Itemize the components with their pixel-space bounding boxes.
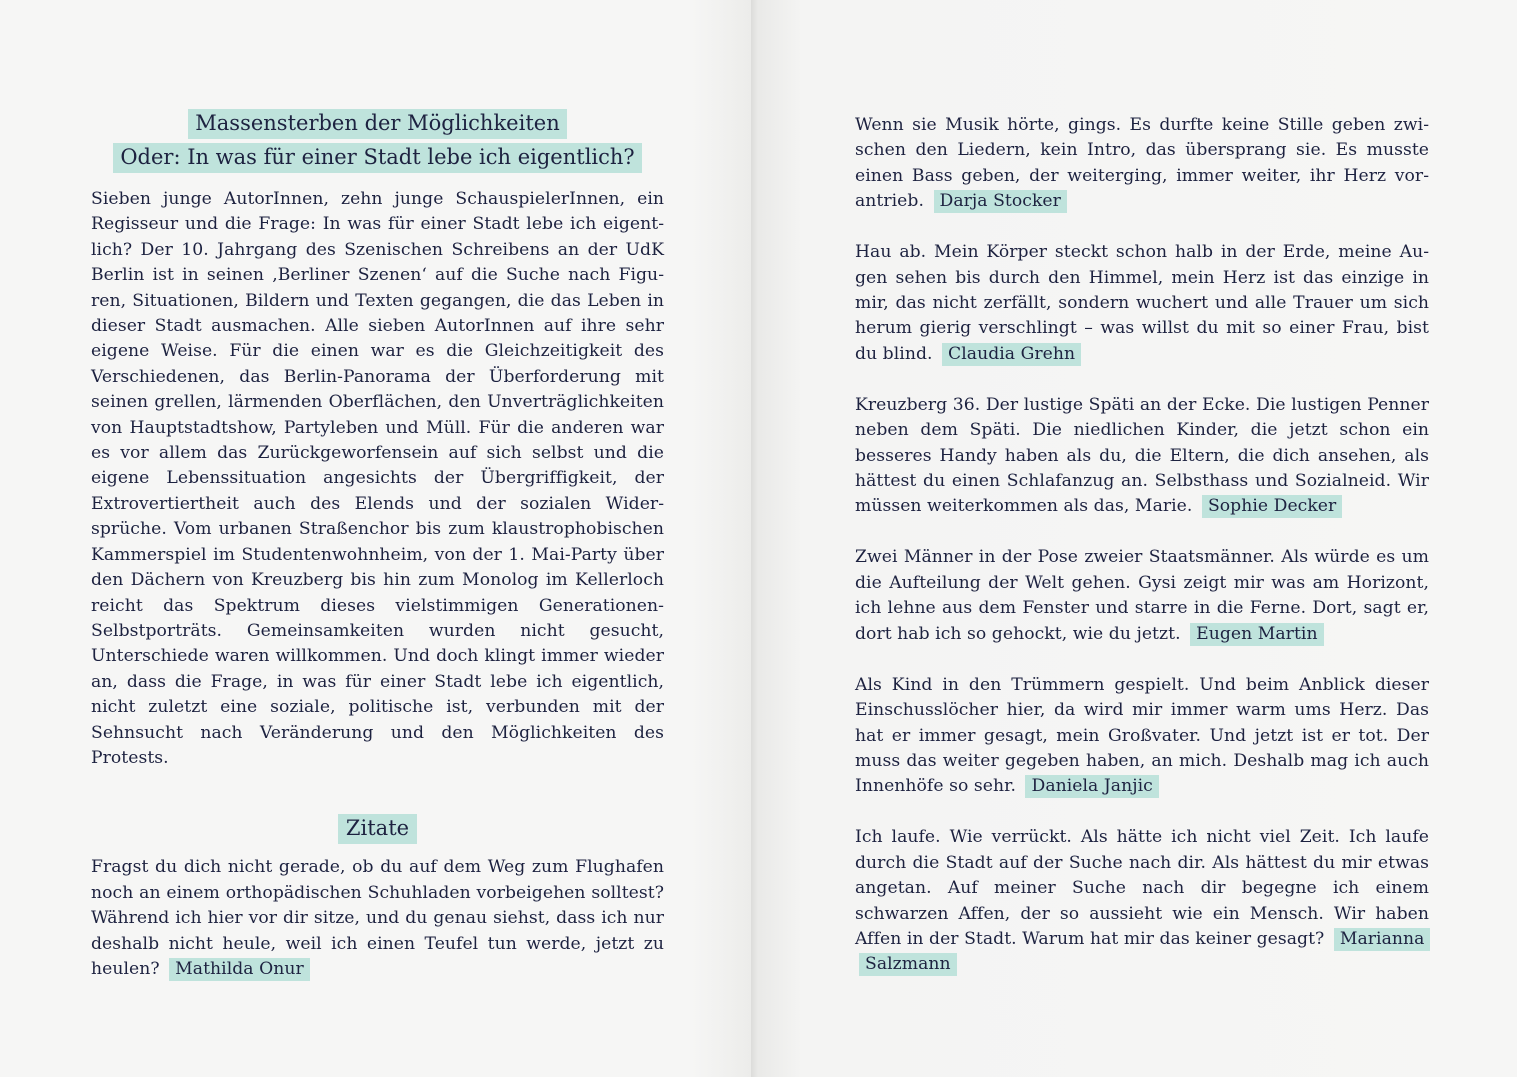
section-title-label: Zitate bbox=[338, 814, 417, 844]
right-column bbox=[855, 113, 1429, 1003]
book-gutter bbox=[751, 0, 757, 1077]
quote-text: Kreuzberg 36. Der lustige Späti an der Ecke. Die lustigen Penner neben dem Späti. Die niedlichen Kinder, die jetzt schon ein besseres Handy haben als du, die Eltern, die dich ansehen, als hättest du einen Schlafanzug an. Selbsthass und Sozialneid. Wir müssen weiterkommen als das, Marie. bbox=[855, 394, 1429, 517]
quote-author: Mathilda Onur bbox=[169, 958, 310, 981]
quote-block bbox=[855, 240, 1429, 367]
heading-line-1: Massensterben der Möglichkeiten bbox=[188, 109, 566, 139]
intro-paragraph: Sieben junge AutorInnen, zehn junge SchauspielerInnen, ein Regisseur und die Frage: In was für einer Stadt lebe ich eigentlich? Der 10. Jahrgang des Szenischen Schreibens an der UdK Berlin ist in seinen ‚Berliner Szenen‘ auf die Suche nach Figuren, Situationen, Bildern und Texten gegangen, die das Leben in dieser Stadt ausmachen. Alle sieben AutorInnen auf ihre sehr eigene Weise. Für die einen war es die Gleichzeitigkeit des Verschiedenen, das Berlin-Panorama der Überforderung mit seinen grellen, lärmenden Oberflächen, den Unverträglichkeiten von Hauptstadtshow, Partyleben und Müll. Für die anderen war es vor allem das Zurückgeworfensein auf sich selbst und die eigene Lebenssituation angesichts der Übergriffigkeit, der Extrovertiertheit auch des Elends und der sozialen Widersprüche. Vom urbanen Straßenchor bis zum klaustrophobischen Kammerspiel im Studentenwohnheim, von der 1. Mai-Party über den Dächern von Kreuzberg bis hin zum Monolog im Kellerloch reicht das Spektrum dieses vielstimmigen Generationen-Selbstporträts. Gemeinsamkeiten wurden nicht gesucht, Unterschiede waren willkommen. Und doch klingt immer wieder an, dass die Frage, in was für einer Stadt lebe ich eigentlich, nicht zuletzt eine soziale, politische ist, verbunden mit der Sehnsucht nach Veränderung und den Möglichkeiten des Protests. bbox=[91, 189, 664, 768]
quote-author: Marianna Salzmann bbox=[859, 928, 1430, 976]
quote-block bbox=[855, 825, 1429, 977]
quote-text: Zwei Männer in der Pose zweier Staatsmänner. Als würde es um die Aufteilung der Welt gehen. Gysi zeigt mir was am Horizont, ich lehne aus dem Fenster und starre in die Ferne. Dort, sagt er, dort hab ich so gehockt, wie du jetzt. bbox=[855, 547, 1429, 644]
heading-line-2: Oder: In was für einer Stadt lebe ich eigentlich? bbox=[113, 143, 641, 173]
quote-text: Fragst du dich nicht gerade, ob du auf dem Weg zum Flughafen noch an einem orthopädischen Schuhladen vorbeigehen solltest? Während ich hier vor dir sitze, und du genau siehst, dass ich nur deshalb nicht heule, weil ich einen Teufel tun werde, jetzt zu heulen? bbox=[91, 857, 664, 979]
quote-author: Sophie Decker bbox=[1202, 495, 1342, 518]
quote-text: Hau ab. Mein Körper steckt schon halb in der Erde, meine Augen sehen bis durch den Himmel, mein Herz ist das einzige in mir, das nicht zerfällt, sondern wuchert und alle Trauer um sich herum gierig verschlingt – was willst du mit so einer Frau, bist du blind. bbox=[855, 242, 1429, 364]
quote-block bbox=[855, 545, 1429, 647]
quote-author: Darja Stocker bbox=[934, 190, 1067, 213]
quote-block bbox=[855, 673, 1429, 800]
section-title bbox=[91, 811, 664, 845]
quote-author: Eugen Martin bbox=[1190, 623, 1323, 646]
quote-block bbox=[855, 113, 1429, 215]
quote-block bbox=[855, 393, 1429, 520]
left-column bbox=[91, 106, 664, 1008]
quote-block bbox=[91, 855, 664, 982]
quote-author: Claudia Grehn bbox=[942, 343, 1081, 366]
quote-text: Ich laufe. Wie verrückt. Als hätte ich nicht viel Zeit. Ich laufe durch die Stadt auf der Suche nach dir. Als hättest du mir etwas angetan. Auf meiner Suche nach dir begegne ich einem schwarzen Affen, der so aussieht wie ein Mensch. Wir haben Affen in der Stadt. Warum hat mir das keiner gesagt? bbox=[855, 827, 1429, 949]
article-heading bbox=[91, 106, 664, 174]
quote-author: Daniela Janjic bbox=[1025, 775, 1158, 798]
quote-text: Wenn sie Musik hörte, gings. Es durfte keine Stille geben zwischen den Liedern, kein Intro, das übersprang sie. Es musste einen Bass geben, der weiterging, immer weiter, ihr Herz vorantrieb. bbox=[855, 115, 1429, 212]
quote-text: Als Kind in den Trümmern gespielt. Und beim Anblick dieser Einschusslöcher hier, da wird mir immer warm ums Herz. Das hat er immer gesagt, mein Großvater. Und jetzt ist er tot. Der muss das weiter gegeben haben, an mich. Deshalb mag ich auch Innenhöfe so sehr. bbox=[855, 674, 1429, 797]
